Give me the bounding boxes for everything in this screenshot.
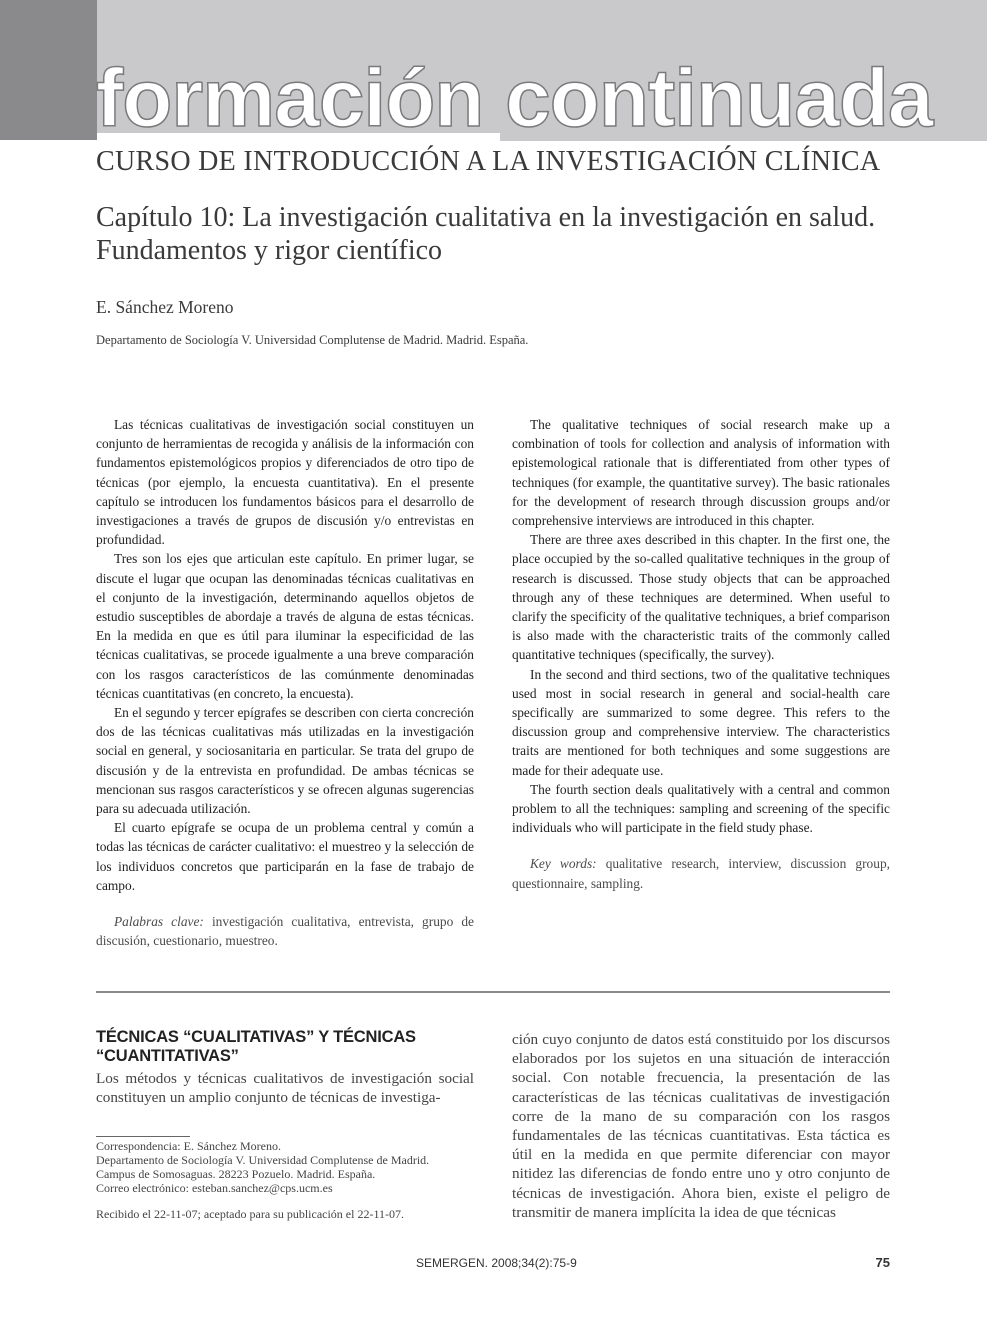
- abstract-spanish: [96, 415, 474, 950]
- page-number: 75: [875, 1255, 890, 1270]
- chapter-title: Capítulo 10: La investigación cualitativa en la investigación en salud. Fundamentos y rigor científico: [96, 202, 876, 266]
- correspondence-footnote: [96, 1139, 496, 1195]
- keywords-en-list: qualitative research, interview, discussion group, questionnaire, sampling.: [512, 856, 890, 891]
- abstract-es-paragraph: El cuarto epígrafe se ocupa de un problema central y común a todas las técnicas de carácter cualitativo: el muestreo y la selección de los individuos concretos que participarán en la fase de trabajo de campo.: [96, 820, 474, 893]
- footnote-correspondence: Correspondencia: E. Sánchez Moreno.: [96, 1139, 281, 1153]
- journal-citation: SEMERGEN. 2008;34(2):75-9: [416, 1256, 577, 1270]
- section-body-left: Los métodos y técnicas cualitativos de investigación social constituyen un amplio conjunto de técnicas de investiga-: [96, 1070, 474, 1107]
- abstract-english: [512, 415, 890, 893]
- keywords-es: [96, 912, 474, 950]
- abstract-en-paragraph: The fourth section deals qualitatively with a central and common problem to all the techniques: sampling and screening of the specific individuals who will participate in the field study phase.: [512, 781, 890, 836]
- footnote-address: Campus de Somosaguas. 28223 Pozuelo. Madrid. España.: [96, 1167, 376, 1181]
- section-body-right: ción cuyo conjunto de datos está constituido por los discursos elaborados por los sujetos en una situación de interacción social. Con notable frecuencia, la presentación de las características de las técnicas cualitativas de investigación corre de la mano de su comparación con los rasgos fundamentales de las técnicas cuantitativas. Esta táctica es útil en la medida en que permite diferenciar con mayor nitidez las diferencias de fondo entre uno y otro conjunto de técnicas de investigación. Ahora bien, existe el peligro de transmitir de manera implícita la idea de que técnicas: [512, 1031, 890, 1221]
- abstract-en-paragraph: The qualitative techniques of social research make up a combination of tools for collection and analysis of information with epistemological rationale that is differentiated from other types of techniques (for example, the quantitative survey). The basic rationales for the development of research through discussion groups and/or comprehensive interviews are introduced in this chapter.: [512, 417, 890, 529]
- section-right-column: [512, 1030, 890, 1222]
- keywords-es-list: investigación cualitativa, entrevista, grupo de discusión, cuestionario, muestreo.: [96, 914, 475, 949]
- abstract-es-paragraph: En el segundo y tercer epígrafes se describen con cierta concreción dos de las técnicas cualitativas más utilizadas en la investigación social en general, y sociosanitaria en particular. Se trata del grupo de discusión y de la entrevista en profundidad. De ambas técnicas se mencionan sus rasgos característicos y se ofrecen algunas sugerencias para su adecuada utilización.: [96, 705, 474, 817]
- abstract-en-paragraph: There are three axes described in this chapter. In the first one, the place occupied by the so-called qualitative techniques in the group of research is discussed. Those study objects that can be approached through any of these techniques are determined. When useful to clarify the specificity of the qualitative techniques, a brief comparison is also made with the characteristic traits of the commonly called quantitative techniques (specifically, the survey).: [512, 532, 890, 663]
- abstract-en-paragraph: In the second and third sections, two of the qualitative techniques used most in social research in general and social-health care specifically are summarized to some degree. This refers to the discussion group and comprehensive interview. The characteristics traits are mentioned for both techniques and some suggestions are made for their adequate use.: [512, 666, 890, 778]
- section-left-column: [96, 1028, 474, 1107]
- keywords-en-label: Key words:: [530, 856, 597, 872]
- abstract-divider: [96, 991, 890, 993]
- section-banner-title: formación continuada: [96, 53, 933, 144]
- abstract-es-paragraph: Tres son los ejes que articulan este capítulo. En primer lugar, se discute el lugar que ocupan las denominadas técnicas cualitativas en el conjunto de la investigación, determinando aquellos objetos de estudio susceptibles de abordaje a través de alguna de estas técnicas. En la medida en que es útil para iluminar la especificidad de las técnicas cualitativas, se procede igualmente a una breve comparación con los rasgos característicos de las comúnmente denominadas técnicas cuantitativas (en concreto, la encuesta).: [96, 551, 474, 701]
- keywords-es-label: Palabras clave:: [114, 914, 204, 930]
- received-dates: Recibido el 22-11-07; aceptado para su publicación el 22-11-07.: [96, 1207, 405, 1221]
- header-banner-dark-block: [0, 0, 97, 140]
- abstract-es-paragraph: Las técnicas cualitativas de investigación social constituyen un conjunto de herramientas de recogida y análisis de la información con fundamentos epistemológicos propios y diferenciados de otro tipo de técnicas (por ejemplo, la encuesta cuantitativa). En el presente capítulo se introducen los fundamentos básicos para el desarrollo de investigaciones a través de grupos de discusión y/o entrevistas en profundidad.: [96, 417, 474, 548]
- footnote-email: Correo electrónico: esteban.sanchez@cps.ucm.es: [96, 1181, 333, 1195]
- keywords-en: [512, 854, 890, 892]
- course-title: CURSO DE INTRODUCCIÓN A LA INVESTIGACIÓN CLÍNICA: [96, 146, 881, 177]
- footnote-divider: [96, 1136, 190, 1137]
- footnote-department: Departamento de Sociología V. Universidad Complutense de Madrid.: [96, 1153, 430, 1167]
- author-affiliation: Departamento de Sociología V. Universidad Complutense de Madrid. Madrid. España.: [96, 333, 529, 347]
- section-heading: TÉCNICAS “CUALITATIVAS” Y TÉCNICAS “CUANTITATIVAS”: [96, 1028, 416, 1065]
- author-name: E. Sánchez Moreno: [96, 297, 234, 317]
